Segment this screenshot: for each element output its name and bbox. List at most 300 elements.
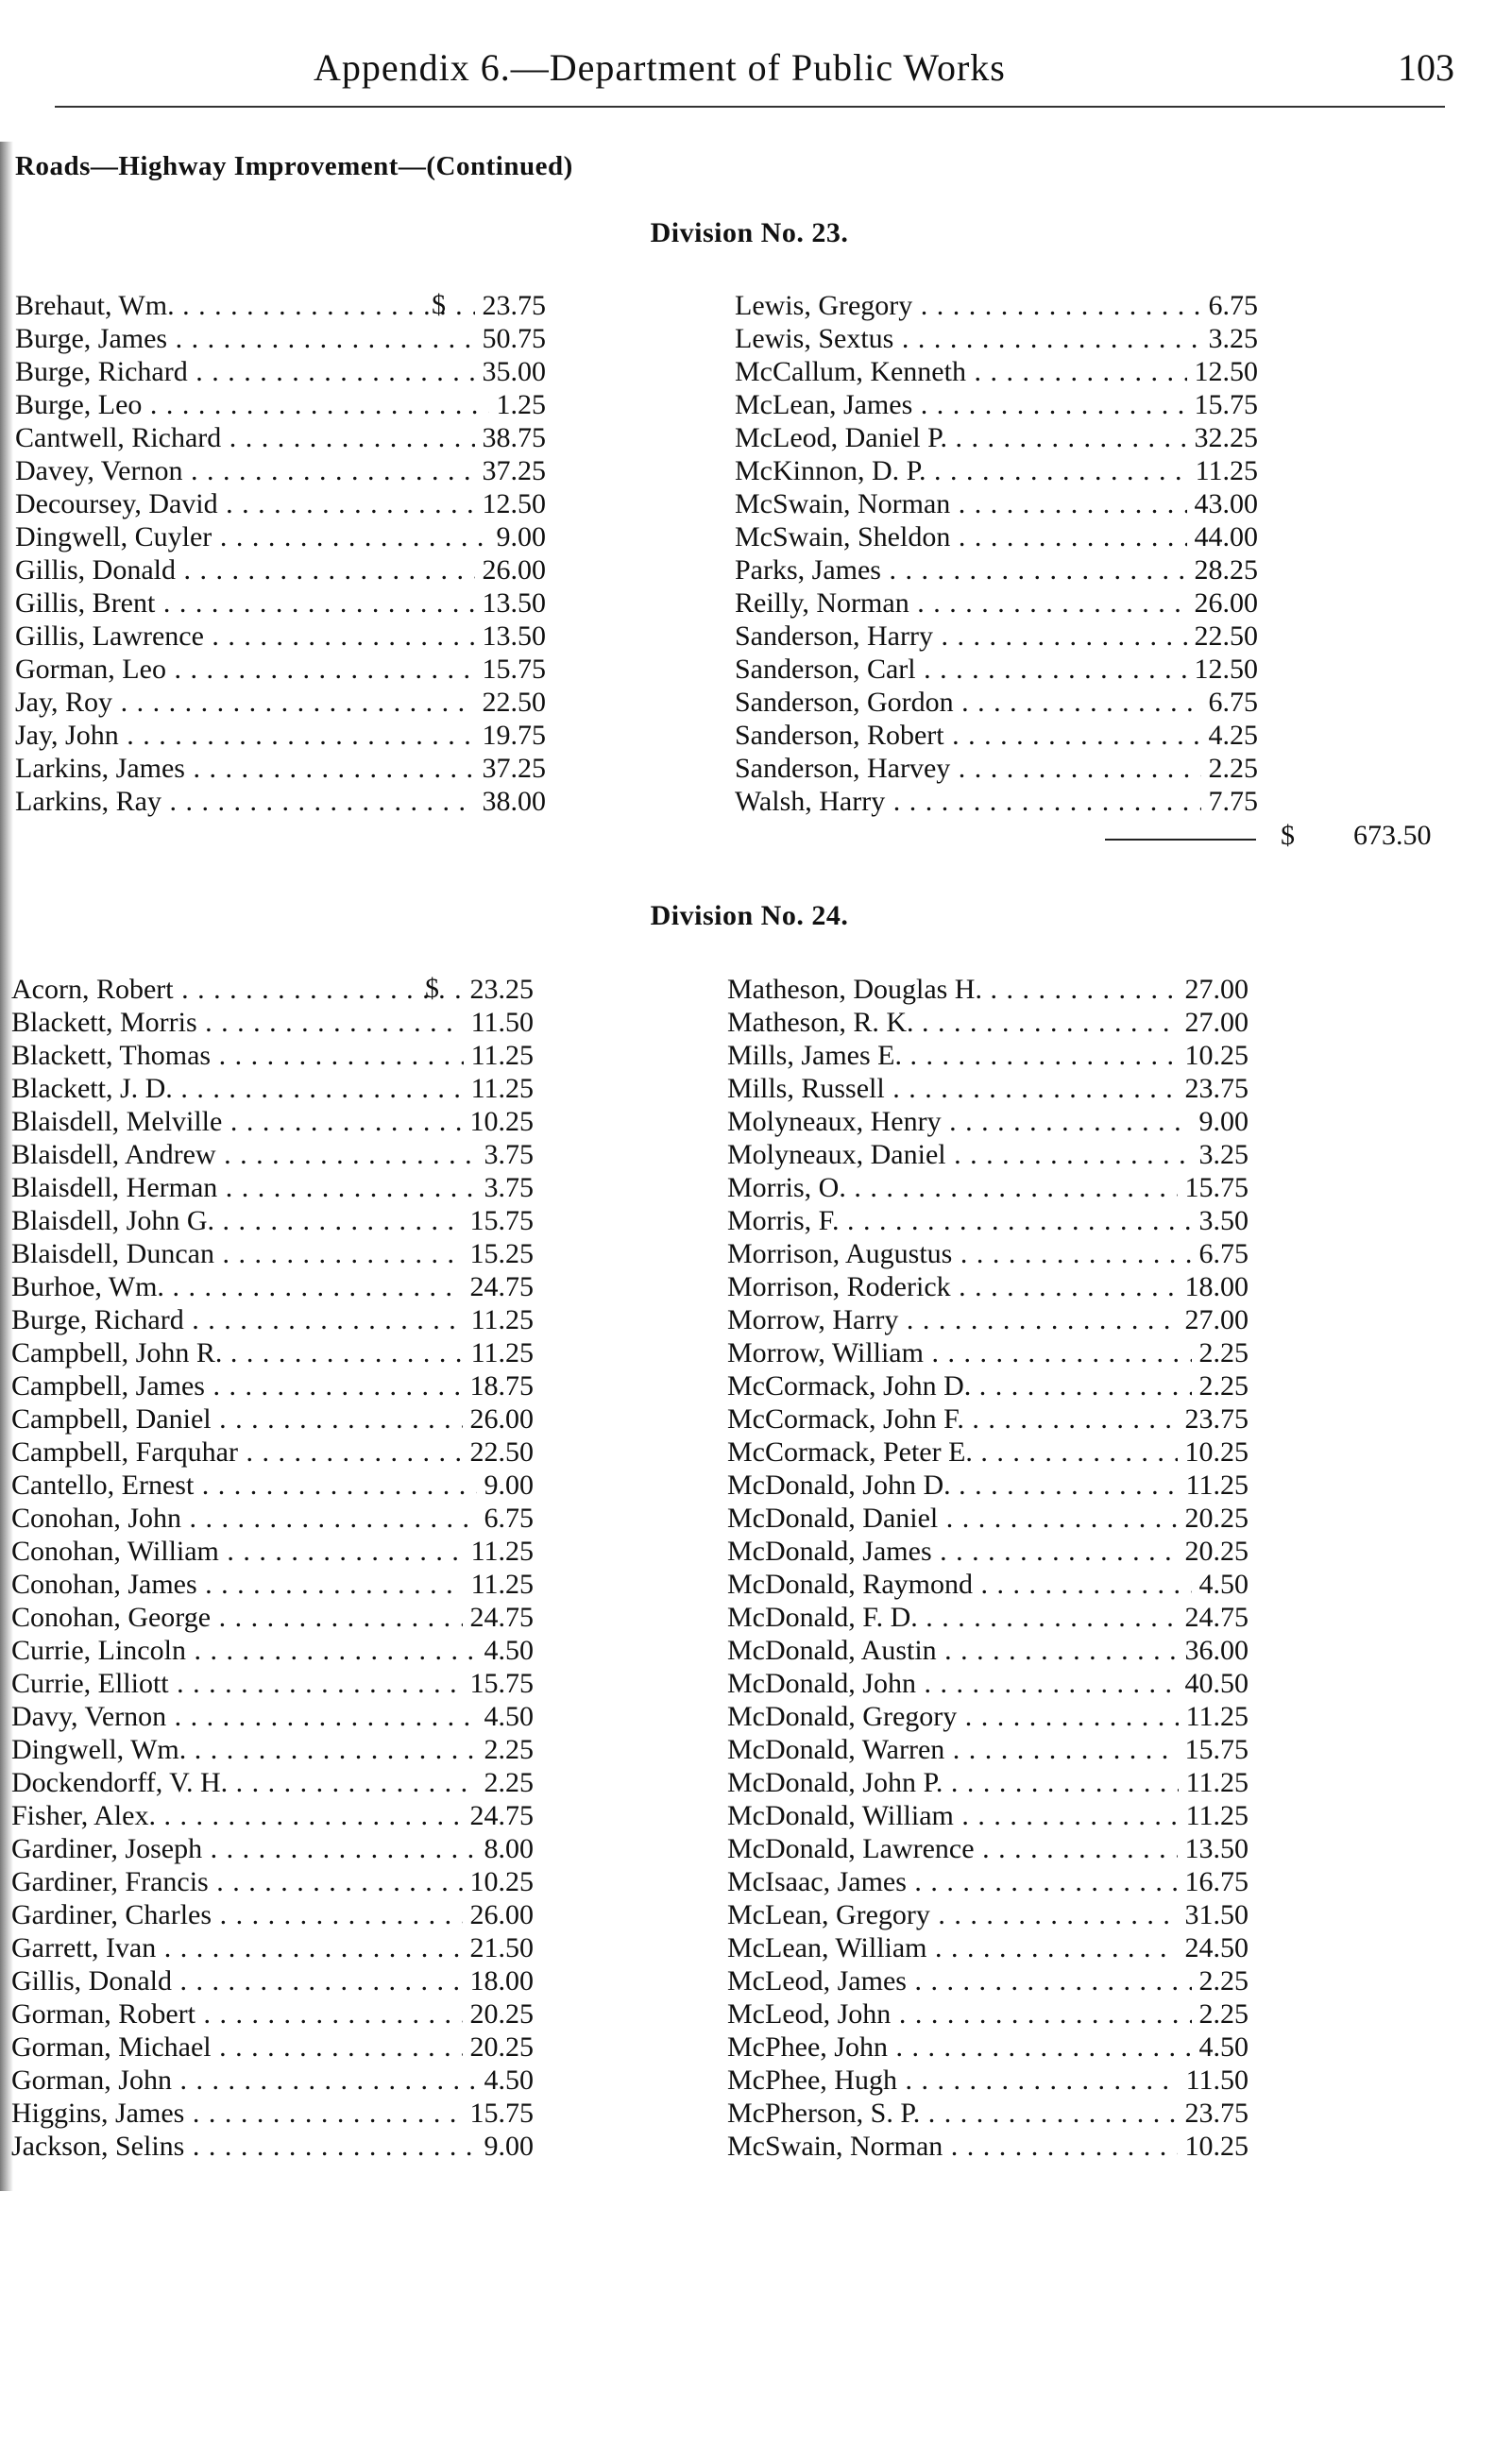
payee-amount: 2.25: [1192, 1997, 1249, 2031]
payee-name: McCormack, John D. . . .: [727, 1369, 1249, 1402]
payee-amount: 38.00: [475, 785, 547, 818]
payee-amount: 43.00: [1187, 487, 1259, 520]
payee-amount: 10.25: [463, 1105, 535, 1138]
total-rule: [1105, 839, 1256, 841]
list-item: [727, 1402, 1249, 1436]
payee-name: Campbell, James . . .: [11, 1369, 534, 1402]
division-title-text: Division No. 24.: [650, 900, 849, 931]
payee-amount: 9.00: [477, 2130, 535, 2163]
list-item: [15, 653, 546, 686]
payee-amount: 11.25: [1179, 1469, 1249, 1502]
payee-name: Matheson, Douglas H. . . .: [727, 973, 1249, 1006]
payee-amount: 23.75: [1178, 2097, 1249, 2130]
list-item: [15, 586, 546, 620]
payee-amount: 12.50: [1187, 355, 1259, 388]
payee-name: Molyneaux, Henry . . .: [727, 1105, 1249, 1138]
payee-amount: 15.75: [463, 1204, 535, 1237]
payee-name: Cantwell, Richard . . .: [15, 421, 546, 454]
payee-name: Gillis, Donald . . .: [15, 553, 546, 586]
payee-amount: 15.75: [475, 653, 547, 686]
payee-amount: 4.50: [477, 2064, 535, 2097]
list-item: [727, 1931, 1249, 1964]
payee-name: Conohan, George . . .: [11, 1601, 534, 1634]
payee-amount: 3.75: [477, 1171, 535, 1204]
payee-name: McDonald, Gregory . . .: [727, 1700, 1249, 1733]
list-item: [11, 1898, 534, 1931]
list-item: [11, 1832, 534, 1865]
payee-name: Davy, Vernon . . .: [11, 1700, 534, 1733]
list-item: [727, 1997, 1249, 2031]
list-item: [11, 1303, 534, 1336]
list-item: [735, 388, 1258, 421]
payee-amount: 3.50: [1192, 1204, 1249, 1237]
payee-amount: 10.25: [1178, 1436, 1249, 1469]
list-item: [11, 1700, 534, 1733]
list-item: [727, 1535, 1249, 1568]
payee-amount: 15.25: [463, 1237, 535, 1270]
list-item: [727, 1832, 1249, 1865]
payee-amount: 16.75: [1178, 1865, 1249, 1898]
payee-name: Jay, John . . .: [15, 719, 546, 752]
payee-amount: 20.25: [1178, 1535, 1249, 1568]
payee-amount: 8.00: [477, 1832, 535, 1865]
list-item: [735, 553, 1258, 586]
list-item: [735, 719, 1258, 752]
list-item: [15, 388, 546, 421]
payee-amount: 6.75: [1201, 289, 1259, 322]
page-header: [0, 45, 1454, 94]
division-24-left-column: [11, 973, 534, 2163]
payee-name: Mills, James E. . . .: [727, 1039, 1249, 1072]
list-item: [11, 1733, 534, 1766]
section-heading: Roads—Highway Improvement—(Continued): [15, 151, 573, 181]
list-item: [727, 1336, 1249, 1369]
payee-name: McDonald, Austin . . .: [727, 1634, 1249, 1667]
payee-amount: 38.75: [475, 421, 547, 454]
payee-amount: 32.25: [1187, 421, 1259, 454]
list-item: [727, 2097, 1249, 2130]
payee-name: McIsaac, James . . .: [727, 1865, 1249, 1898]
payee-name: Reilly, Norman . . .: [735, 586, 1258, 620]
list-item: [727, 1369, 1249, 1402]
list-item: [735, 487, 1258, 520]
payee-amount: 37.25: [475, 454, 547, 487]
list-item: [727, 2031, 1249, 2064]
payee-name: McDonald, F. D. . . .: [727, 1601, 1249, 1634]
list-item: [735, 289, 1258, 322]
list-item: [11, 1270, 534, 1303]
list-item: [727, 1766, 1249, 1799]
payee-name: McPhee, Hugh . . .: [727, 2064, 1249, 2097]
payee-name: Conohan, John . . .: [11, 1502, 534, 1535]
list-item: [727, 1171, 1249, 1204]
payee-name: Gardiner, Charles . . .: [11, 1898, 534, 1931]
payee-name: Blaisdell, Duncan . . .: [11, 1237, 534, 1270]
payee-amount: 23.75: [1178, 1402, 1249, 1436]
payee-name: McLeod, Daniel P. . . .: [735, 421, 1258, 454]
payee-amount: 11.25: [1188, 454, 1258, 487]
total-dollar-sign: $: [1281, 820, 1295, 851]
payee-name: Campbell, Daniel . . .: [11, 1402, 534, 1436]
payee-name: Dockendorff, V. H. . . .: [11, 1766, 534, 1799]
payee-name: Fisher, Alex. . . .: [11, 1799, 534, 1832]
list-item: [727, 1898, 1249, 1931]
list-item: [735, 322, 1258, 355]
list-item: [11, 1931, 534, 1964]
payee-name: McLean, James . . .: [735, 388, 1258, 421]
payee-name: McLean, William . . .: [727, 1931, 1249, 1964]
payee-amount: 24.50: [1178, 1931, 1249, 1964]
payee-name: Lewis, Sextus . . .: [735, 322, 1258, 355]
payee-amount: 12.50: [1187, 653, 1259, 686]
list-item: [727, 1138, 1249, 1171]
payee-name: McDonald, John D. . . .: [727, 1469, 1249, 1502]
payee-amount: 26.00: [463, 1898, 535, 1931]
payee-amount: 4.50: [1192, 1568, 1249, 1601]
payee-name: Blackett, Thomas . . .: [11, 1039, 534, 1072]
list-item: [735, 421, 1258, 454]
payee-name: McCormack, Peter E. . . .: [727, 1436, 1249, 1469]
list-item: [727, 1105, 1249, 1138]
payee-amount: 13.50: [475, 586, 547, 620]
payee-name: Lewis, Gregory . . .: [735, 289, 1258, 322]
payee-name: Burge, James . . .: [15, 322, 546, 355]
payee-amount: 40.50: [1178, 1667, 1249, 1700]
payee-amount: 27.00: [1178, 973, 1249, 1006]
list-item: [15, 752, 546, 785]
payee-name: Gardiner, Francis . . .: [11, 1865, 534, 1898]
list-item: [11, 973, 534, 1006]
payee-amount: 13.50: [475, 620, 547, 653]
list-item: [15, 686, 546, 719]
payee-amount: 11.25: [1179, 1799, 1249, 1832]
list-item: [735, 355, 1258, 388]
division-24-right-column: [727, 973, 1249, 2163]
payee-amount: 11.25: [464, 1568, 534, 1601]
payee-name: Gillis, Brent . . .: [15, 586, 546, 620]
payee-name: Conohan, James . . .: [11, 1568, 534, 1601]
payee-name: McLeod, John . . .: [727, 1997, 1249, 2031]
payee-name: Burhoe, Wm. . . .: [11, 1270, 534, 1303]
payee-name: Morris, O. . . .: [727, 1171, 1249, 1204]
division-23-left-column: [15, 289, 546, 818]
payee-amount: 26.00: [1187, 586, 1259, 620]
list-item: [727, 1006, 1249, 1039]
payee-name: Gillis, Lawrence . . .: [15, 620, 546, 653]
payee-amount: 15.75: [463, 1667, 535, 1700]
division-23-right-column: [735, 289, 1258, 818]
payee-amount: 11.25: [464, 1039, 534, 1072]
division-title: [0, 900, 1512, 932]
payee-name: Walsh, Harry . . .: [735, 785, 1258, 818]
payee-name: Blaisdell, Herman . . .: [11, 1171, 534, 1204]
list-item: [11, 1865, 534, 1898]
list-item: [11, 1568, 534, 1601]
list-item: [15, 421, 546, 454]
payee-name: Acorn, Robert . . .: [11, 973, 534, 1006]
payee-amount: 11.25: [464, 1336, 534, 1369]
list-item: [15, 719, 546, 752]
payee-name: Garrett, Ivan . . .: [11, 1931, 534, 1964]
list-item: [15, 553, 546, 586]
payee-amount: 24.75: [463, 1799, 535, 1832]
list-item: [15, 289, 546, 322]
payee-amount: 22.50: [475, 686, 547, 719]
payee-amount: 1.25: [489, 388, 547, 421]
payee-amount: 19.75: [475, 719, 547, 752]
payee-amount: 21.50: [463, 1931, 535, 1964]
list-item: [727, 1601, 1249, 1634]
list-item: [11, 2031, 534, 2064]
payee-name: McLean, Gregory . . .: [727, 1898, 1249, 1931]
payee-name: Gorman, Michael . . .: [11, 2031, 534, 2064]
payee-amount: 2.25: [1192, 1336, 1249, 1369]
payee-amount: 15.75: [1178, 1733, 1249, 1766]
list-item: [11, 1667, 534, 1700]
list-item: [727, 1568, 1249, 1601]
payee-amount: 15.75: [463, 2097, 535, 2130]
list-item: [735, 620, 1258, 653]
payee-name: Brehaut, Wm. . . .: [15, 289, 546, 322]
list-item: [11, 1039, 534, 1072]
payee-amount: 18.00: [463, 1964, 535, 1997]
payee-amount: 4.50: [1192, 2031, 1249, 2064]
payee-amount: 4.50: [477, 1634, 535, 1667]
payee-name: Gardiner, Joseph . . .: [11, 1832, 534, 1865]
payee-amount: 11.25: [464, 1303, 534, 1336]
payee-amount: 11.25: [464, 1072, 534, 1105]
payee-name: Matheson, R. K. . . .: [727, 1006, 1249, 1039]
list-item: [727, 1799, 1249, 1832]
payee-name: Sanderson, Robert . . .: [735, 719, 1258, 752]
payee-name: McDonald, Daniel . . .: [727, 1502, 1249, 1535]
list-item: [727, 1634, 1249, 1667]
payee-name: McDonald, Lawrence . . .: [727, 1832, 1249, 1865]
list-item: [11, 2064, 534, 2097]
payee-amount: 4.25: [1201, 719, 1259, 752]
payee-amount: 13.50: [1178, 1832, 1249, 1865]
payee-amount: 18.75: [463, 1369, 535, 1402]
payee-name: Jay, Roy . . .: [15, 686, 546, 719]
dollar-sign: $: [425, 973, 439, 1004]
payee-name: Molyneaux, Daniel . . .: [727, 1138, 1249, 1171]
payee-name: Dingwell, Cuyler . . .: [15, 520, 546, 553]
division-title: [0, 217, 1512, 249]
payee-name: McPhee, John . . .: [727, 2031, 1249, 2064]
payee-name: Burge, Richard . . .: [15, 355, 546, 388]
payee-name: Gorman, Leo . . .: [15, 653, 546, 686]
payee-name: Sanderson, Harvey . . .: [735, 752, 1258, 785]
payee-name: Larkins, Ray . . .: [15, 785, 546, 818]
list-item: [735, 586, 1258, 620]
list-item: [727, 1502, 1249, 1535]
list-item: [11, 1006, 534, 1039]
payee-amount: 20.25: [463, 2031, 535, 2064]
list-item: [727, 2130, 1249, 2163]
list-item: [727, 1469, 1249, 1502]
payee-amount: 26.00: [475, 553, 547, 586]
list-item: [727, 1270, 1249, 1303]
list-item: [15, 785, 546, 818]
division-total: 673.50: [1353, 820, 1432, 851]
payee-amount: 22.50: [1187, 620, 1259, 653]
list-item: [11, 1634, 534, 1667]
list-item: [735, 686, 1258, 719]
payee-amount: 4.50: [477, 1700, 535, 1733]
payee-amount: 20.25: [1178, 1502, 1249, 1535]
payee-name: McPherson, S. P. . . .: [727, 2097, 1249, 2130]
division-title-text: Division No. 23.: [650, 217, 849, 248]
payee-amount: 22.50: [463, 1436, 535, 1469]
list-item: [11, 1138, 534, 1171]
page-title: Appendix 6.—Department of Public Works: [314, 46, 1006, 89]
payee-name: Dingwell, Wm. . . .: [11, 1733, 534, 1766]
payee-amount: 10.25: [1178, 2130, 1249, 2163]
payee-amount: 15.75: [1187, 388, 1259, 421]
payee-amount: 44.00: [1187, 520, 1259, 553]
payee-amount: 23.75: [475, 289, 547, 322]
payee-name: Morrison, Augustus . . .: [727, 1237, 1249, 1270]
payee-amount: 2.25: [1192, 1369, 1249, 1402]
payee-name: Conohan, William . . .: [11, 1535, 534, 1568]
page-number: 103: [1398, 46, 1454, 89]
payee-name: Morris, F. . . .: [727, 1204, 1249, 1237]
list-item: [727, 1865, 1249, 1898]
payee-name: Blaisdell, Melville . . .: [11, 1105, 534, 1138]
payee-amount: 11.25: [1179, 1766, 1249, 1799]
list-item: [727, 1667, 1249, 1700]
payee-amount: 2.25: [477, 1766, 535, 1799]
payee-name: McCormack, John F. . . .: [727, 1402, 1249, 1436]
payee-name: Blaisdell, Andrew . . .: [11, 1138, 534, 1171]
payee-amount: 31.50: [1178, 1898, 1249, 1931]
payee-name: Parks, James . . .: [735, 553, 1258, 586]
payee-name: Decoursey, David . . .: [15, 487, 546, 520]
payee-name: Davey, Vernon . . .: [15, 454, 546, 487]
payee-amount: 23.25: [463, 973, 535, 1006]
payee-amount: 6.75: [1201, 686, 1259, 719]
payee-amount: 50.75: [475, 322, 547, 355]
payee-name: Burge, Richard . . .: [11, 1303, 534, 1336]
list-item: [727, 1072, 1249, 1105]
payee-amount: 2.25: [477, 1733, 535, 1766]
list-item: [11, 1336, 534, 1369]
list-item: [735, 454, 1258, 487]
payee-name: McDonald, John . . .: [727, 1667, 1249, 1700]
payee-amount: 27.00: [1178, 1303, 1249, 1336]
payee-amount: 37.25: [475, 752, 547, 785]
list-item: [735, 785, 1258, 818]
payee-name: Gorman, Robert . . .: [11, 1997, 534, 2031]
payee-amount: 28.25: [1187, 553, 1259, 586]
list-item: [735, 653, 1258, 686]
payee-name: McSwain, Norman . . .: [735, 487, 1258, 520]
payee-name: McDonald, William . . .: [727, 1799, 1249, 1832]
payee-name: McDonald, James . . .: [727, 1535, 1249, 1568]
payee-amount: 3.25: [1192, 1138, 1249, 1171]
list-item: [11, 1502, 534, 1535]
dollar-sign: $: [432, 289, 446, 320]
payee-name: McDonald, John P. . . .: [727, 1766, 1249, 1799]
list-item: [735, 752, 1258, 785]
list-item: [735, 520, 1258, 553]
payee-name: Campbell, John R. . . .: [11, 1336, 534, 1369]
list-item: [727, 973, 1249, 1006]
payee-name: Larkins, James . . .: [15, 752, 546, 785]
payee-amount: 24.75: [463, 1270, 535, 1303]
list-item: [11, 1601, 534, 1634]
payee-amount: 23.75: [1178, 1072, 1249, 1105]
payee-name: Sanderson, Carl . . .: [735, 653, 1258, 686]
payee-amount: 10.25: [1178, 1039, 1249, 1072]
list-item: [11, 1469, 534, 1502]
list-item: [11, 1072, 534, 1105]
payee-amount: 3.75: [477, 1138, 535, 1171]
list-item: [15, 454, 546, 487]
payee-amount: 11.25: [464, 1535, 534, 1568]
payee-amount: 11.50: [1179, 2064, 1249, 2097]
payee-name: Mills, Russell . . .: [727, 1072, 1249, 1105]
payee-name: McCallum, Kenneth . . .: [735, 355, 1258, 388]
list-item: [11, 2130, 534, 2163]
payee-amount: 7.75: [1201, 785, 1259, 818]
payee-name: McKinnon, D. P. . . .: [735, 454, 1258, 487]
payee-name: McDonald, Warren . . .: [727, 1733, 1249, 1766]
payee-name: McDonald, Raymond . . .: [727, 1568, 1249, 1601]
payee-amount: 18.00: [1178, 1270, 1249, 1303]
list-item: [11, 1369, 534, 1402]
list-item: [727, 1204, 1249, 1237]
list-item: [727, 1237, 1249, 1270]
payee-amount: 11.50: [464, 1006, 534, 1039]
list-item: [11, 1964, 534, 1997]
list-item: [11, 2097, 534, 2130]
list-item: [15, 487, 546, 520]
list-item: [11, 1436, 534, 1469]
payee-amount: 9.00: [1192, 1105, 1249, 1138]
payee-name: Currie, Elliott . . .: [11, 1667, 534, 1700]
header-rule: [55, 106, 1445, 108]
payee-name: Cantello, Ernest . . .: [11, 1469, 534, 1502]
payee-name: Morrison, Roderick . . .: [727, 1270, 1249, 1303]
payee-name: Sanderson, Gordon . . .: [735, 686, 1258, 719]
payee-amount: 12.50: [475, 487, 547, 520]
list-item: [15, 620, 546, 653]
payee-amount: 11.25: [1179, 1700, 1249, 1733]
list-item: [15, 520, 546, 553]
payee-amount: 24.75: [463, 1601, 535, 1634]
list-item: [727, 1733, 1249, 1766]
list-item: [727, 1303, 1249, 1336]
payee-amount: 6.75: [477, 1502, 535, 1535]
payee-name: McSwain, Sheldon . . .: [735, 520, 1258, 553]
list-item: [11, 1402, 534, 1436]
payee-amount: 24.75: [1178, 1601, 1249, 1634]
list-item: [727, 1039, 1249, 1072]
payee-name: Gorman, John . . .: [11, 2064, 534, 2097]
payee-amount: 36.00: [1178, 1634, 1249, 1667]
payee-amount: 27.00: [1178, 1006, 1249, 1039]
list-item: [11, 1171, 534, 1204]
list-item: [11, 1204, 534, 1237]
payee-amount: 20.25: [463, 1997, 535, 2031]
payee-amount: 26.00: [463, 1402, 535, 1436]
list-item: [727, 1700, 1249, 1733]
list-item: [11, 1105, 534, 1138]
payee-name: Jackson, Selins . . .: [11, 2130, 534, 2163]
payee-name: Currie, Lincoln . . .: [11, 1634, 534, 1667]
payee-name: Morrow, William . . .: [727, 1336, 1249, 1369]
